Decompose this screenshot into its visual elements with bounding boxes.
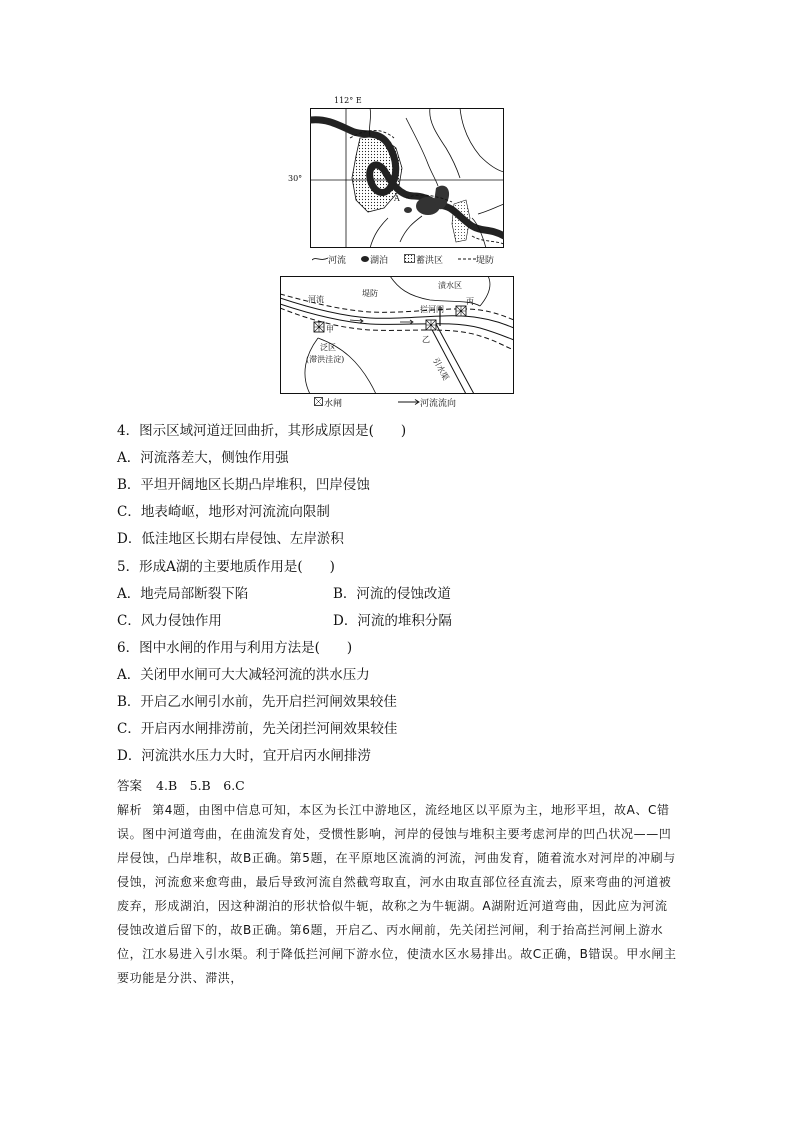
lake-a-label: A: [394, 194, 400, 203]
label-fan-note: (滞洪洼淀): [306, 355, 345, 364]
label-jia: 甲: [326, 325, 334, 334]
sluice-yi: [426, 320, 436, 330]
question-5-option-b: B．河流的侵蚀改道: [333, 586, 451, 602]
question-5-option-d: D．河流的堆积分隔: [333, 613, 452, 629]
legend-flood-area: [404, 253, 443, 266]
analysis-paragraph: [117, 798, 679, 990]
sluice-bing: [456, 306, 466, 316]
sluice-diagram-legend: [300, 396, 520, 410]
label-bing: 丙: [466, 297, 474, 306]
lake-small: [404, 207, 412, 213]
legend-sluice-label: 水闸: [324, 399, 343, 409]
question-4-stem: 4．图示区域河道迂回曲折，其形成原因是( ): [117, 423, 407, 439]
question-4-option-b: B．平坦开阔地区长期凸岸堆积，凹岸侵蚀: [117, 477, 370, 493]
legend-lake: [360, 253, 388, 266]
question-6-option-c: C．开启丙水闸排涝前，先关闭拦河闸效果较佳: [117, 721, 398, 737]
question-6-stem: 6．图中水闸的作用与利用方法是( ): [117, 640, 353, 656]
label-lanhezha: 拦河闸: [420, 305, 444, 314]
lake-symbol-icon: [360, 255, 370, 263]
answer-text: 4.B 5.B 6.C: [156, 778, 245, 793]
answer-line: [117, 776, 245, 794]
question-4-option-d: D．低洼地区长期右岸侵蚀、左岸淤积: [117, 531, 344, 547]
label-waterlogged: 渍水区: [438, 281, 462, 290]
legend-flow-label: 河流流向: [420, 399, 457, 409]
flow-arrow-icon: [398, 398, 420, 406]
question-6-option-a: A．关闭甲水闸可大大减轻河流的洪水压力: [117, 667, 370, 683]
label-canal: 引水渠: [431, 356, 451, 382]
legend-flow: [398, 396, 456, 409]
legend-levee-label: 堤防: [476, 256, 495, 266]
flood-area-symbol-icon: [404, 254, 416, 263]
longitude-label: 112° E: [334, 96, 362, 105]
label-levee: 堤防: [362, 289, 378, 298]
question-5-option-a: A．地壳局部断裂下陷: [117, 586, 249, 602]
question-4-option-c: C．地表崎岖，地形对河流流向限制: [117, 504, 330, 520]
question-6-option-d: D．河流洪水压力大时，宜开启丙水闸排涝: [117, 748, 371, 764]
label-fan-area: 泛区: [320, 343, 336, 352]
regional-map: [288, 96, 504, 248]
analysis-text: 第4题，由图中信息可知，本区为长江中游地区，流经地区以平原为主，地形平坦，故A、C错误。图中河道弯曲，在曲流发育处，受惯性影响，河岸的侵蚀与堆积主要考虑河岸的凹凸状况——凹岸侵蚀，凸岸堆积，故B正确。第5题，在平原地区流淌的河流，河曲发育，随着流水对河岸的冲刷与侵蚀，河流愈来愈弯曲，最后导致河流自然截弯取直，河水由取直部位径直流去，原来弯曲的河道被废弃，形成湖泊，因这种湖泊的形状恰似牛轭，故称之为牛轭湖。A湖附近河道弯曲，因此应为河流侵蚀改道后留下的，故B正确。第6题，开启乙、丙水闸前，先关闭拦河闸，利于抬高拦河闸上游水位，江水易进入引水渠。利于降低拦河闸下游水位，使渍水区水易排出。故C正确，B错误。甲水闸主要功能是分洪、滞洪，: [117, 803, 677, 985]
question-5-option-c: C．风力侵蚀作用: [117, 613, 222, 629]
regional-map-legend: [312, 253, 502, 267]
latitude-label: 30°: [288, 174, 303, 183]
legend-lake-label: 湖泊: [370, 256, 389, 266]
question-6-option-b: B．开启乙水闸引水前，先开启拦河闸效果较佳: [117, 694, 397, 710]
sluice-symbol-icon: [314, 397, 324, 406]
levee-symbol-icon: [458, 255, 476, 263]
analysis-label: 解析: [117, 803, 143, 817]
answer-label: 答案: [117, 778, 143, 793]
legend-river-label: 河流: [328, 256, 347, 266]
label-yi: 乙: [422, 335, 430, 344]
sluice-jia: [314, 322, 324, 332]
river-symbol-icon: [312, 255, 328, 263]
legend-flood-area-label: 蓄洪区: [416, 256, 444, 266]
legend-river: [312, 253, 346, 266]
legend-levee: [458, 253, 494, 266]
question-5-stem: 5．形成A湖的主要地质作用是( ): [117, 559, 335, 575]
sluice-diagram: [280, 276, 514, 394]
regional-map-svg: [310, 108, 504, 248]
legend-sluice: [314, 396, 342, 409]
label-river: 河流: [308, 295, 324, 304]
question-4-option-a: A．河流落差大，侧蚀作用强: [117, 450, 289, 466]
